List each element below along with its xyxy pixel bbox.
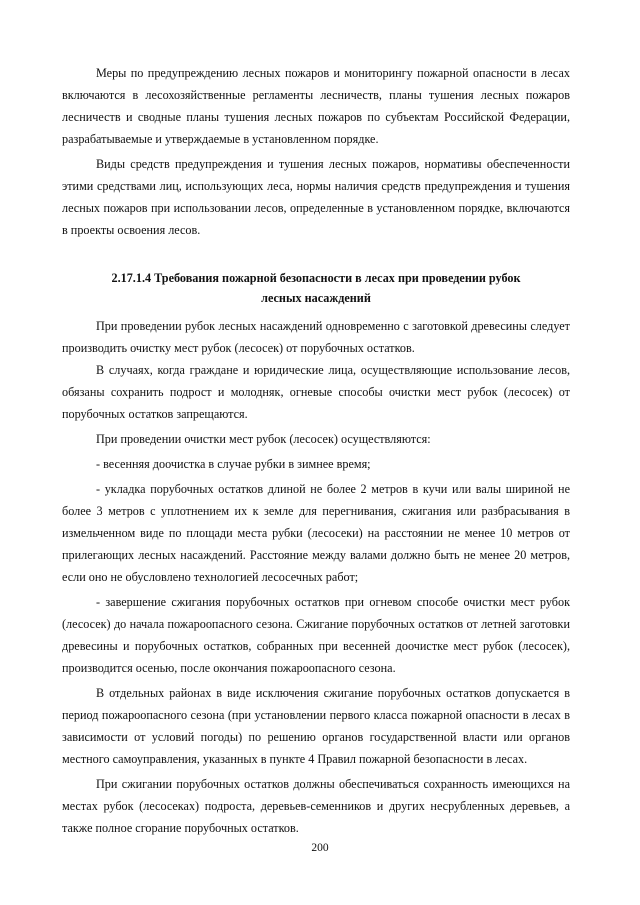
section-heading: 2.17.1.4 Требования пожарной безопасности в лесах при проведении рубок лесных насаждений — [111, 271, 521, 305]
list-item-burning-completion: - завершение сжигания порубочных остатков при огневом способе очистки мест рубок (лесосек) до начала пожароопасного сезона. Сжигание порубочных остатков от летней заготовки древесины и порубочных остатков, собранных при весенней доочистке мест рубок (лесосек), производится осенью, после окончания пожароопасного сезона. — [62, 595, 570, 675]
paragraph-burning-exception: В отдельных районах в виде исключения сжигание порубочных остатков допускается в период пожароопасного сезона (при установлении первого класса пожарной опасности в лесах в зависимости от условий погоды) по решению органов государственной власти или органов местного самоуправления, указанных в пункте 4 Правил пожарной безопасности в лесах. — [62, 686, 570, 766]
page-number: 200 — [311, 842, 329, 854]
page-content — [62, 62, 570, 839]
paragraph-cleanup-intro: При проведении очистки мест рубок (лесосек) осуществляются: — [96, 432, 431, 446]
paragraph-felling-cleanup: При проведении рубок лесных насаждений одновременно с заготовкой древесины следует производить очистку мест рубок (лесосек) от порубочных остатков. — [62, 319, 570, 355]
paragraph-fire-cleanup-ban: В случаях, когда граждане и юридические лица, осуществляющие использование лесов, обязаны сохранить подрост и молодняк, огневые способы очистки мест рубок (лесосек) от порубочных остатков запрещаются. — [62, 363, 570, 421]
list-item-spring-cleanup: - весенняя доочистка в случае рубки в зимнее время; — [96, 457, 371, 471]
paragraph-fire-equipment-types: Виды средств предупреждения и тушения лесных пожаров, нормативы обеспеченности этими средствами лиц, использующих леса, нормы наличия средств предупреждения и тушения лесных пожаров при использовании лесов, определенные в установленном порядке, включаются в проекты освоения лесов. — [62, 157, 570, 237]
list-item-piling-residues: - укладка порубочных остатков длиной не более 2 метров в кучи или валы шириной не более 3 метров с уплотнением их к земле для перегнивания, сжигания или разбрасывания в измельченном виде по площади места рубки (лесосеки) на расстоянии не менее 10 метров от прилегающих лесных насаждений. Расстояние между валами должно быть не менее 20 метров, если оно не обусловлено технологией лесосечных работ; — [62, 482, 570, 584]
paragraph-burning-preservation: При сжигании порубочных остатков должны обеспечиваться сохранность имеющихся на местах рубок (лесосеках) подроста, деревьев-семенников и других несрубленных деревьев, а также полное сгорание порубочных остатков. — [62, 777, 570, 835]
paragraph-fire-prevention-measures: Меры по предупреждению лесных пожаров и мониторингу пожарной опасности в лесах включаются в лесохозяйственные регламенты лесничеств, планы тушения лесных пожаров лесничеств и сводные планы тушения лесных пожаров по субъектам Российской Федерации, разрабатываемые и утверждаемые в установленном порядке. — [62, 66, 570, 146]
